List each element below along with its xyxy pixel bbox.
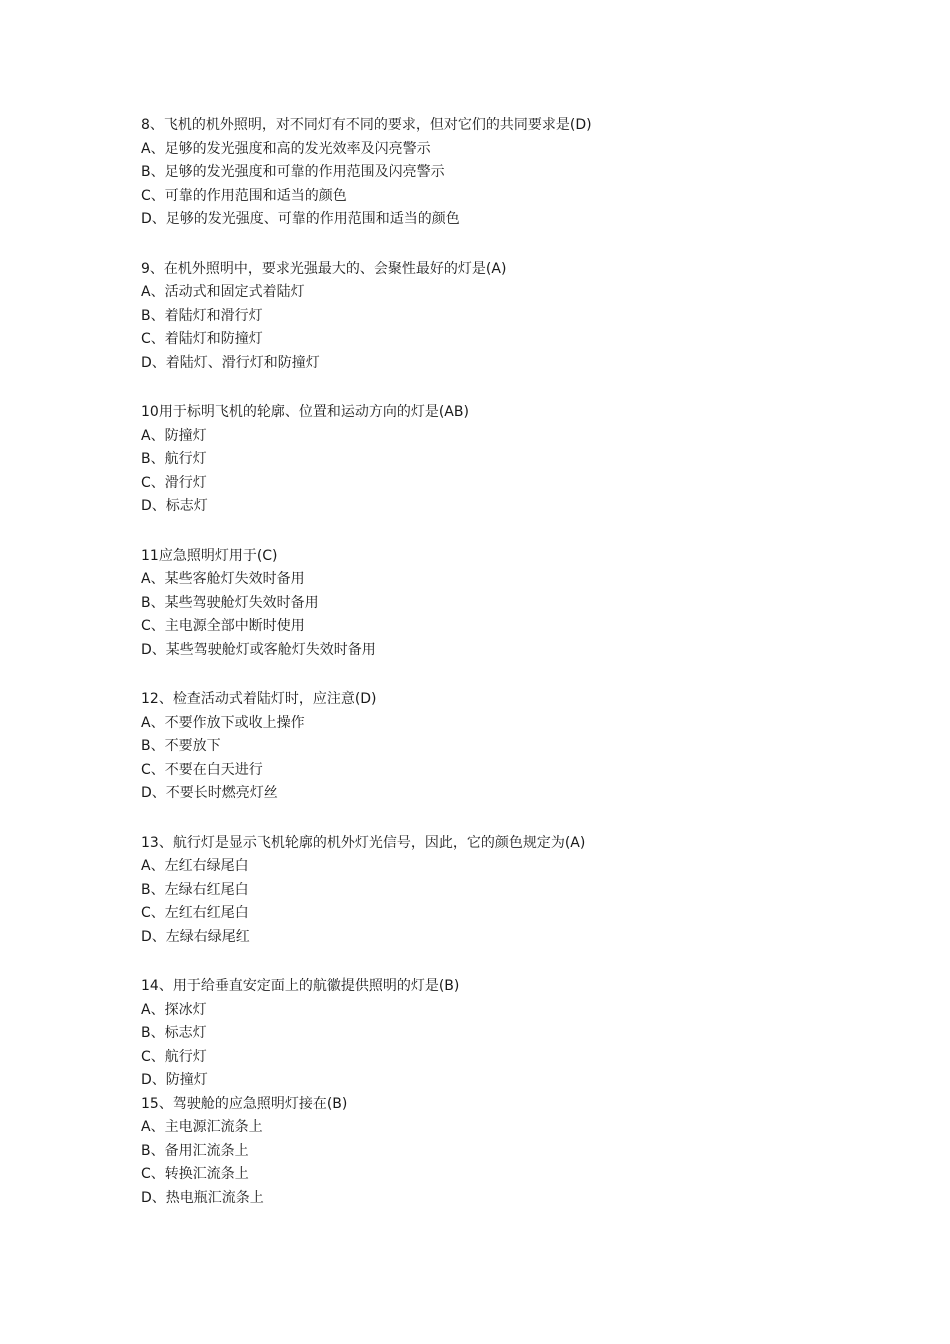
option-d: D、某些驾驶舱灯或客舱灯失效时备用	[141, 641, 376, 658]
option-b: B、航行灯	[141, 451, 207, 467]
question-8	[141, 114, 861, 232]
option-a: A、探冰灯	[141, 1001, 207, 1018]
question-stem: 12、检查活动式着陆灯时，应注意(D)	[141, 691, 377, 707]
question-stem: 8、飞机的机外照明，对不同灯有不同的要求，但对它们的共同要求是(D)	[141, 117, 592, 133]
option-d: D、热电瓶汇流条上	[141, 1189, 264, 1206]
option-c: C、不要在白天进行	[141, 761, 263, 778]
option-c: C、转换汇流条上	[141, 1166, 249, 1182]
option-d: D、标志灯	[141, 498, 208, 514]
question-stem: 11应急照明灯用于(C)	[141, 547, 278, 564]
option-b: B、标志灯	[141, 1025, 207, 1041]
option-a: A、防撞灯	[141, 427, 207, 444]
option-b: B、足够的发光强度和可靠的作用范围及闪亮警示	[141, 164, 445, 180]
question-12	[141, 688, 861, 806]
question-stem: 10用于标明飞机的轮廓、位置和运动方向的灯是(AB)	[141, 404, 469, 420]
option-c: C、主电源全部中断时使用	[141, 618, 305, 634]
question-stem: 13、航行灯是显示飞机轮廓的机外灯光信号，因此，它的颜色规定为(A)	[141, 834, 586, 851]
question-11	[141, 545, 861, 663]
question-13	[141, 832, 861, 950]
option-d: D、不要长时燃亮灯丝	[141, 785, 278, 801]
option-b: B、左绿右红尾白	[141, 881, 249, 898]
question-14	[141, 975, 861, 1093]
option-a: A、某些客舱灯失效时备用	[141, 571, 305, 587]
option-d: D、左绿右绿尾红	[141, 928, 250, 945]
option-d: D、防撞灯	[141, 1072, 208, 1088]
option-b: B、某些驾驶舱灯失效时备用	[141, 594, 319, 611]
question-stem: 9、在机外照明中，要求光强最大的、会聚性最好的灯是(A)	[141, 260, 507, 277]
option-c: C、着陆灯和防撞灯	[141, 331, 263, 347]
option-b: B、备用汇流条上	[141, 1142, 249, 1159]
option-d: D、着陆灯、滑行灯和防撞灯	[141, 354, 320, 371]
option-c: C、左红右红尾白	[141, 905, 249, 921]
option-d: D、足够的发光强度、可靠的作用范围和适当的颜色	[141, 211, 460, 227]
option-c: C、航行灯	[141, 1048, 207, 1065]
option-a: A、不要作放下或收上操作	[141, 714, 305, 731]
question-15	[141, 1093, 861, 1211]
option-c: C、可靠的作用范围和适当的颜色	[141, 187, 347, 204]
option-a: A、足够的发光强度和高的发光效率及闪亮警示	[141, 140, 431, 157]
option-a: A、左红右绿尾白	[141, 858, 249, 874]
question-stem: 15、驾驶舱的应急照明灯接在(B)	[141, 1095, 348, 1112]
option-a: A、活动式和固定式着陆灯	[141, 284, 305, 300]
question-9	[141, 258, 861, 376]
option-b: B、着陆灯和滑行灯	[141, 307, 263, 324]
document-page	[141, 114, 861, 1210]
option-a: A、主电源汇流条上	[141, 1119, 263, 1135]
option-b: B、不要放下	[141, 738, 221, 754]
question-10	[141, 401, 861, 519]
question-stem: 14、用于给垂直安定面上的航徽提供照明的灯是(B)	[141, 978, 460, 994]
option-c: C、滑行灯	[141, 474, 207, 491]
